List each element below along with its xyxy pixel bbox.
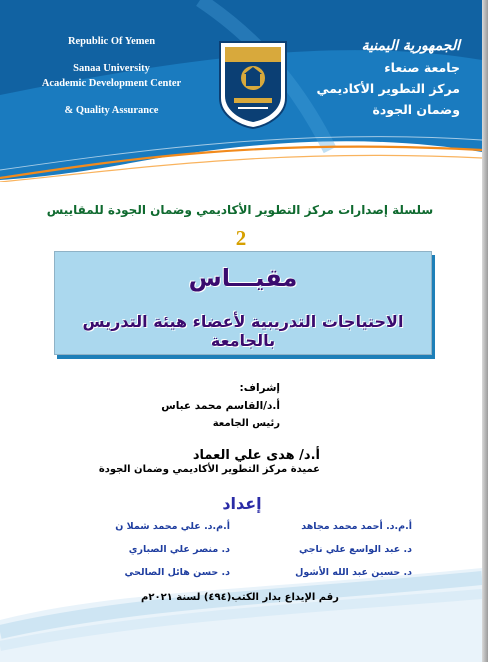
- university-seal-icon: [216, 40, 290, 130]
- header-band: [0, 0, 482, 182]
- author-2: أ.م.د. علي محمد شملا ن: [115, 521, 230, 532]
- header-english-block: [24, 34, 199, 118]
- author-3: د. عبد الواسع علي ناجي: [298, 544, 412, 555]
- header-ar-line-quality: وضمان الجودة: [372, 102, 460, 117]
- title-box: [54, 251, 432, 355]
- author-6: د. حسن هائل الصالحي: [124, 567, 230, 578]
- header-en-line-university: Sanaa University: [73, 63, 150, 74]
- author-4: د. منصر علي الصباري: [128, 544, 230, 555]
- dean-name: أ.د/ هدى علي العماد: [192, 448, 320, 463]
- author-1: أ.م.د. أحمد محمد مجاهد: [301, 521, 412, 532]
- footer-waves: [0, 560, 482, 662]
- author-5: د. حسين عبد الله الأشول: [295, 567, 412, 578]
- supervisor-role: رئيس الجامعة: [212, 418, 280, 429]
- header-ar-line-center: مركز التطوير الأكاديمي: [316, 81, 460, 96]
- series-title: سلسلة إصدارات مركز التطوير الأكاديمي وضمان الجودة للمقاييس: [46, 203, 434, 217]
- main-title: مقيـــاس: [188, 264, 298, 292]
- header-arabic-block: [290, 36, 460, 120]
- page-edge-shadow: [482, 0, 488, 662]
- header-en-line-center: Academic Development Center: [41, 78, 182, 89]
- supervision-label: إشراف:: [239, 382, 280, 394]
- header-ar-line-country: الجمهورية اليمنية: [361, 38, 460, 54]
- header-en-line-country: Republic Of Yemen: [67, 36, 156, 47]
- deposit-number: رقم الإيداع بدار الكتب(٤٩٤) لسنة ٢٠٢١م: [141, 592, 339, 603]
- scale-subtitle: الاحتياجات التدريبية لأعضاء هيئة التدريس بالجامعة: [82, 312, 404, 350]
- header-ar-line-university: جامعة صنعاء: [384, 60, 460, 75]
- dean-role: عميدة مركز التطوير الأكاديمي وضمان الجودة: [98, 464, 320, 475]
- supervisor-name: أ.د/القاسم محمد عباس: [161, 400, 280, 412]
- header-en-line-quality: & Quality Assurance: [64, 105, 159, 116]
- series-number: 2: [235, 226, 247, 250]
- prepared-by-label: إعداد: [222, 494, 262, 513]
